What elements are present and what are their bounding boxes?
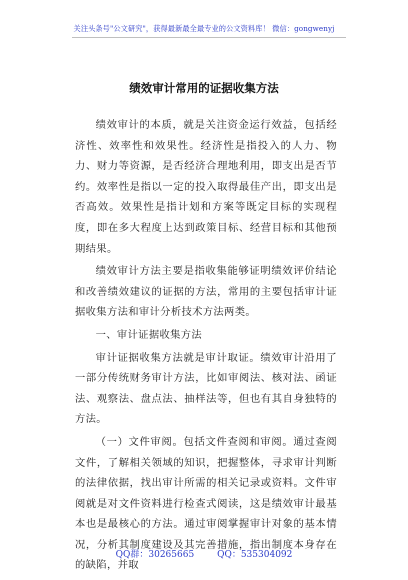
footer-contact bbox=[0, 547, 408, 560]
paragraph-evidence-collection: 审计证据收集方法就是审计取证。绩效审计沿用了一部分传统财务审计方法，比如审阅法、核对法、函证法、观察法、盘点法、抽样法等，但也有其自身独特的方法。 bbox=[75, 351, 337, 426]
document-body bbox=[75, 115, 337, 578]
document-title: 绩效审计常用的证据收集方法 bbox=[129, 81, 279, 95]
header-divider bbox=[72, 37, 346, 38]
paragraph-methods-intro: 绩效审计方法主要是指收集能够证明绩效评价结论和改善绩效建议的证据的方法，常用的主要包括审计证据收集方法和审计分析技术方法两类。 bbox=[75, 265, 337, 319]
footer-qq-group: QQ群：30265665 bbox=[115, 550, 195, 560]
paragraph-overview: 绩效审计的本质，就是关注资金运行效益，包括经济性、效率性和效果性。经济性是指投入的人力、物力、财力等资源，是否经济合理地利用，即支出是否节约。效率性是指以一定的投入取得最佳产出，即支出是否高效。效果性是指计划和方案等既定目标的实现程度，即在多大程度上达到政策目标、经营目标和其他预期结果。 bbox=[75, 119, 337, 255]
header-note: 关注头条号"公文研究"，获得最新最全最专业的公文资料库！ 微信：gongwenyj bbox=[73, 24, 335, 33]
paragraph-document-review: （一）文件审阅。包括文件查阅和审阅。通过查阅文件，了解相关领域的知识，把握整体，寻求审计判断的法律依据，找出审计所需的相关记录或资料。文件审阅就是对文件资料进行检查式阅读，这是绩效审计最基本也是最核心的方法。通过审阅掌握审计对象的基本情况，分析其制度建设及其完善措施，指出制度本身存在的缺陷，并取 bbox=[75, 435, 337, 572]
section-heading: 一、审计证据收集方法 bbox=[95, 328, 203, 341]
footer-qq: QQ：535304092 bbox=[217, 550, 293, 560]
